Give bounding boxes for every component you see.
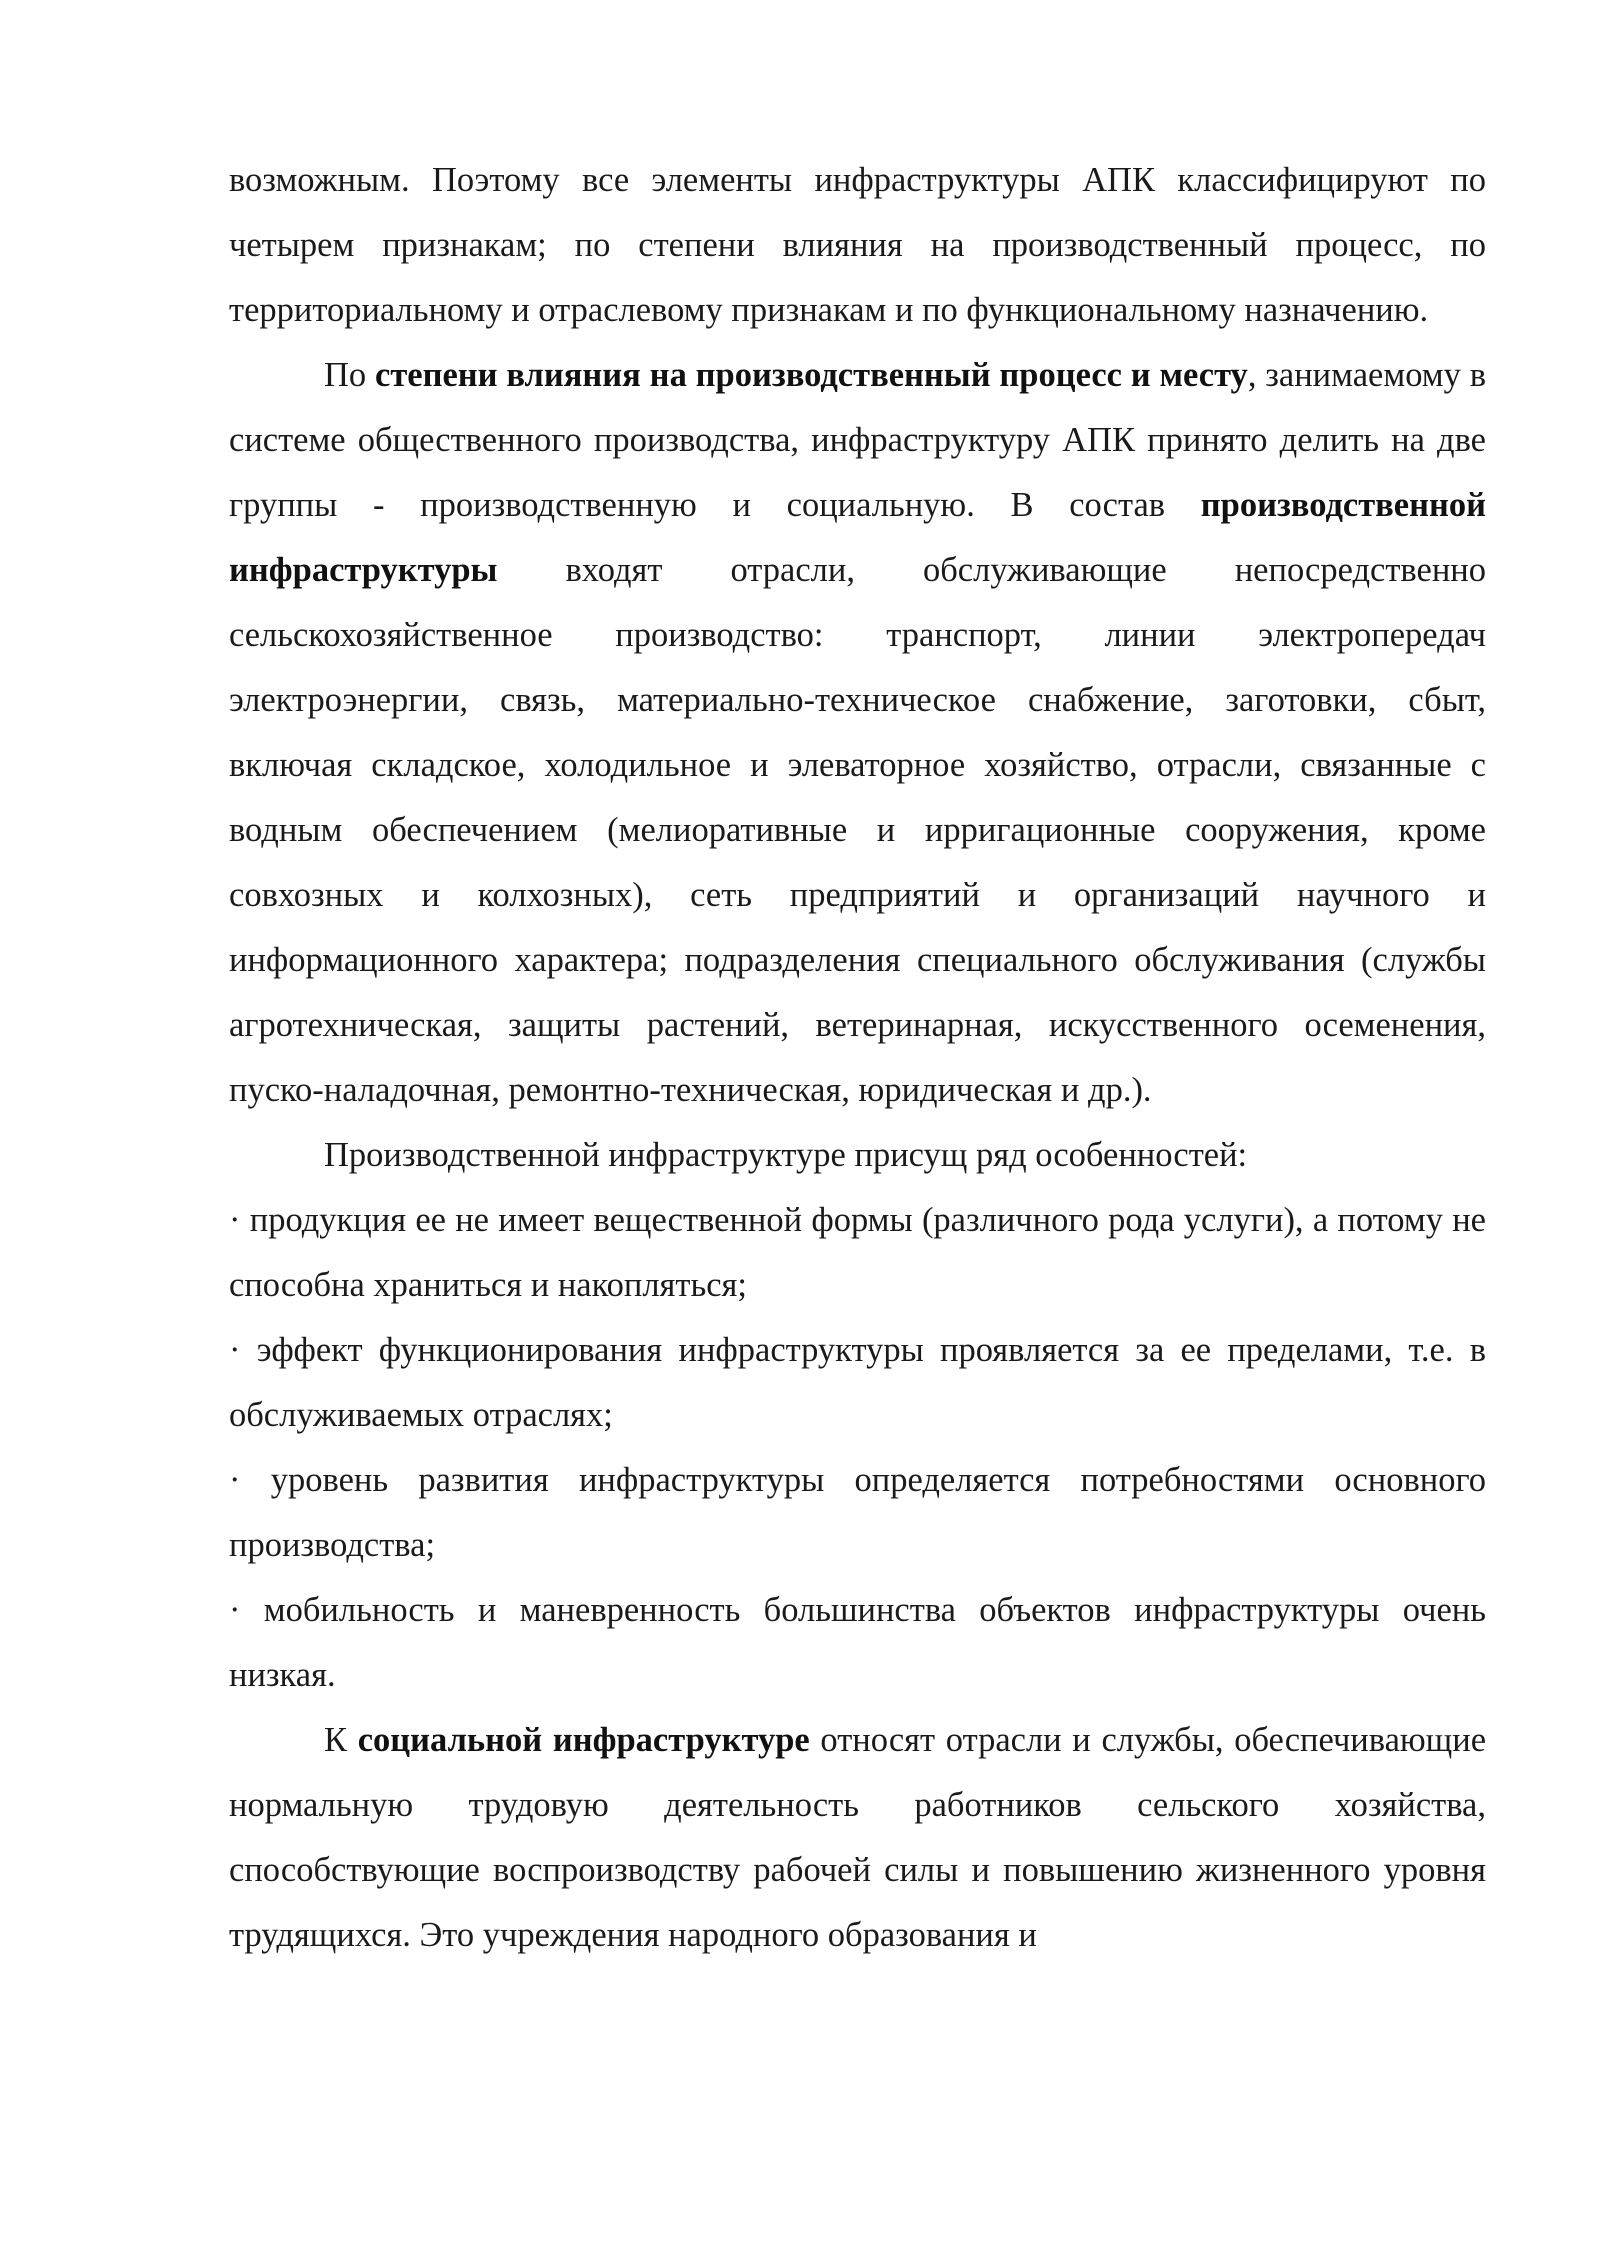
bold-term-production-infrastructure: производственной инфраструктуры: [229, 486, 1486, 589]
paragraph-classification: возможным. Поэтому все элементы инфраструктуры АПК классифицируют по четырем признакам; по степени влияния на производственный процесс, по территориальному и отраслевому признакам и по функциональному назначению.: [229, 161, 1486, 329]
list-item: · продукция ее не имеет вещественной формы (различного рода услуги), а потому не способна храниться и накопляться;: [229, 1201, 1486, 1304]
list-item: · уровень развития инфраструктуры определяется потребностями основного производства;: [229, 1461, 1486, 1564]
text-run: , занимаемому в системе общественного производства, инфраструктуру АПК принято делить на две группы - производственную и социальную. В состав: [229, 356, 1486, 524]
list-item: · мобильность и маневренность большинства объектов инфраструктуры очень низкая.: [229, 1591, 1486, 1694]
text-run: По: [324, 356, 375, 394]
bold-term-influence-degree: степени влияния на производственный процесс и месту: [375, 356, 1248, 394]
bold-term-social-infrastructure: социальной инфраструктуре: [357, 1721, 810, 1759]
text-run: К: [324, 1721, 358, 1759]
paragraph-production-infrastructure: [229, 343, 1486, 1123]
text-run: входят отрасли, обслуживающие непосредственно сельскохозяйственное производство: транспорт, линии электропередач электроэнергии, связь, материально-техническое снабжение, заготовки, сбыт, включая складское, холодильное и элеваторное хозяйство, отрасли, связанные с водным обеспечением (мелиоративные и ирригационные сооружения, кроме совхозных и колхозных), сеть предприятий и организаций научного и информационного характера; подразделения специального обслуживания (службы агротехническая, защиты растений, ветеринарная, искусственного осеменения, пуско-наладочная, ремонтно-техническая, юридическая и др.).: [229, 551, 1486, 1109]
document-page: [229, 148, 1486, 1968]
text-run: относят отрасли и службы, обеспечивающие нормальную трудовую деятельность работников сельского хозяйства, способствующие воспроизводству рабочей силы и повышению жизненного уровня трудящихся. Это учреждения народного образования и: [229, 1721, 1487, 1954]
paragraph-social-infrastructure: [229, 1708, 1486, 1968]
list-item: · эффект функционирования инфраструктуры проявляется за ее пределами, т.е. в обслуживаемых отраслях;: [229, 1331, 1486, 1434]
paragraph-features-intro: Производственной инфраструктуре присущ ряд особенностей:: [324, 1136, 1248, 1174]
